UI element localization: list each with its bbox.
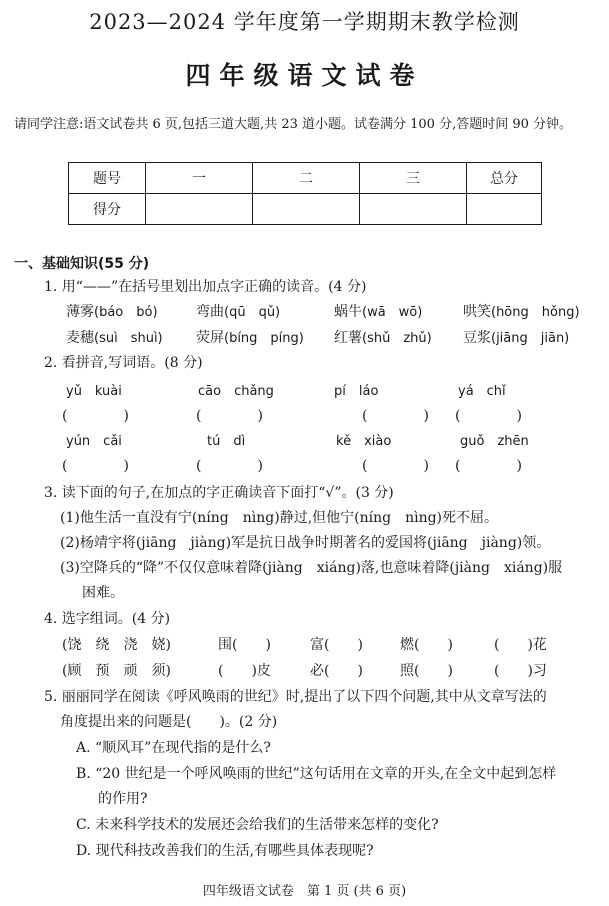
question-4-stem: 4. 选字组词。(4 分) — [44, 611, 171, 627]
q2-pinyin: cāo chǎng — [198, 384, 274, 399]
page-footer: 四年级语文试卷 第 1 页 (共 6 页) — [202, 884, 407, 899]
q1-pinyin: (báo bó) — [94, 305, 158, 320]
q2-answer-blank[interactable]: ( ) — [362, 408, 429, 424]
q1-item — [196, 301, 280, 321]
exam-notice: 请同学注意:语文试卷共 6 页,包括三道大题,共 23 道小题。试卷满分 100 分,答题时间 90 分钟。 — [14, 117, 573, 132]
score-cell-part3: 三 — [360, 163, 467, 194]
score-blank-cell[interactable] — [467, 194, 542, 225]
score-table — [68, 162, 542, 225]
q1-pinyin: (suì shuì) — [94, 331, 163, 346]
q2-pinyin: tú dì — [207, 434, 246, 449]
q1-word: 红薯 — [334, 330, 362, 346]
q1-item — [196, 327, 304, 347]
q1-word: 哄笑 — [463, 304, 491, 320]
score-table-score-row — [69, 194, 542, 225]
q1-item — [463, 327, 569, 347]
q5-option-b[interactable]: B. “20 世纪是一个呼风唤雨的世纪”这句话用在文章的开头,在全文中起到怎样 — [76, 766, 557, 782]
q2-pinyin: yá chǐ — [458, 384, 506, 399]
score-cell-part1: 一 — [146, 163, 253, 194]
q5-option-a[interactable]: A. “顺风耳”在现代指的是什么? — [76, 740, 271, 756]
q1-item — [334, 327, 432, 347]
q2-answer-blank[interactable]: ( ) — [362, 458, 429, 474]
q2-pinyin: kě xiào — [336, 434, 392, 449]
q1-pinyin: (bíng píng) — [224, 331, 304, 346]
q1-word: 荧屏 — [196, 330, 224, 346]
q1-item — [66, 327, 163, 347]
exam-year-title: 2023—2024 学年度第一学期期末教学检测 — [89, 10, 520, 34]
score-blank-cell[interactable] — [253, 194, 360, 225]
q1-pinyin: (qū qǔ) — [224, 305, 281, 320]
q1-pinyin: (jiāng jiān) — [491, 331, 570, 346]
q4-word-blank[interactable]: 必( ) — [310, 663, 363, 679]
q3-sentence-2: (2)杨靖宇将(jiāng jiàng)军是抗日战争时期著名的爱国将(jiāng jiàng)领。 — [60, 535, 551, 551]
score-cell-part2: 二 — [253, 163, 360, 194]
q5-option-d[interactable]: D. 现代科技改善我们的生活,有哪些具体表现呢? — [76, 843, 374, 859]
q2-answer-blank[interactable]: ( ) — [196, 458, 263, 474]
q1-word: 弯曲 — [196, 304, 224, 320]
score-blank-cell[interactable] — [146, 194, 253, 225]
q2-answer-blank[interactable]: ( ) — [62, 408, 129, 424]
q4-char-group: (饶 绕 浇 娆) — [62, 637, 171, 653]
question-2-stem: 2. 看拼音,写词语。(8 分) — [44, 355, 203, 371]
section-heading: 一、基础知识(55 分) — [14, 256, 150, 272]
q2-answer-blank[interactable]: ( ) — [455, 458, 522, 474]
score-table-header-row — [69, 163, 542, 194]
q5-option-b-cont: 的作用? — [98, 791, 148, 807]
q1-item — [463, 301, 580, 321]
q2-pinyin: pí láo — [334, 384, 379, 399]
q1-word: 蜗牛 — [334, 304, 362, 320]
q4-word-blank[interactable]: ( )花 — [494, 637, 547, 653]
q1-pinyin: (hōng hǒng) — [491, 305, 580, 320]
q2-pinyin: yún cǎi — [66, 434, 122, 449]
q2-pinyin: guǒ zhēn — [460, 434, 529, 449]
q1-pinyin: (wā wō) — [362, 305, 423, 320]
q1-word: 薄雾 — [66, 304, 94, 320]
q3-sentence-3: (3)空降兵的“降”不仅仅意味着降(jiàng xiáng)落,也意味着降(jiàng xiáng)服 — [60, 560, 563, 576]
question-5-stem-cont: 角度提出来的问题是( )。(2 分) — [60, 714, 278, 730]
score-blank-cell[interactable] — [360, 194, 467, 225]
q2-pinyin: yǔ kuài — [66, 384, 122, 399]
q4-word-blank[interactable]: ( )习 — [494, 663, 547, 679]
q1-pinyin: (shǔ zhǔ) — [362, 331, 432, 346]
q2-answer-blank[interactable]: ( ) — [62, 458, 129, 474]
question-3-stem: 3. 读下面的句子,在加点的字正确读音下面打“√”。(3 分) — [44, 485, 394, 501]
q4-word-blank[interactable]: 照( ) — [400, 663, 453, 679]
score-cell-label: 题号 — [69, 163, 146, 194]
q2-answer-blank[interactable]: ( ) — [196, 408, 263, 424]
question-1-stem: 1. 用“——”在括号里划出加点字正确的读音。(4 分) — [44, 279, 367, 295]
q4-char-group: (顾 预 顽 须) — [62, 663, 171, 679]
q1-word: 豆浆 — [463, 330, 491, 346]
q3-sentence-3-cont: 困难。 — [82, 585, 124, 601]
score-row-label: 得分 — [69, 194, 146, 225]
q1-item — [66, 301, 158, 321]
exam-paper-title: 四年级语文试卷 — [185, 61, 424, 90]
q1-word: 麦穗 — [66, 330, 94, 346]
q1-item — [334, 301, 422, 321]
q5-option-c[interactable]: C. 未来科学技术的发展还会给我们的生活带来怎样的变化? — [76, 817, 439, 833]
question-5-stem: 5. 丽丽同学在阅读《呼风唤雨的世纪》时,提出了以下四个问题,其中从文章写法的 — [44, 689, 547, 705]
q4-word-blank[interactable]: 燃( ) — [400, 637, 453, 653]
q3-sentence-1: (1)他生活一直没有宁(níng nìng)静过,但他宁(níng nìng)死不屈。 — [60, 510, 499, 526]
q4-word-blank[interactable]: 富( ) — [310, 637, 363, 653]
q4-word-blank[interactable]: 围( ) — [218, 637, 271, 653]
q2-answer-blank[interactable]: ( ) — [455, 408, 522, 424]
score-cell-total: 总分 — [467, 163, 542, 194]
q4-word-blank[interactable]: ( )皮 — [218, 663, 271, 679]
